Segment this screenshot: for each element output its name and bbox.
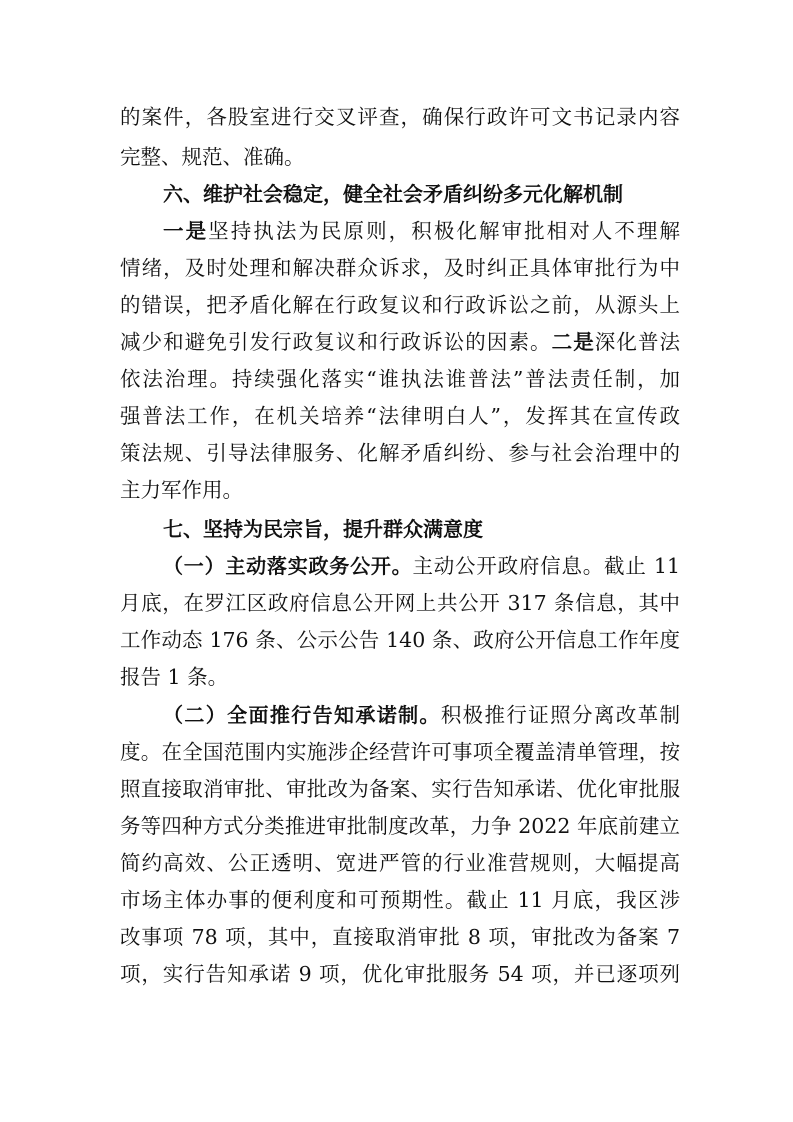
- body-text-line: 月底，在罗江区政府信息公开网上共公开 317 条信息，其中: [120, 591, 680, 615]
- body-text-line: 改事项 78 项，其中，直接取消审批 8 项，审批改为备案 7: [120, 925, 680, 949]
- subsection-heading: （二）全面推行告知承诺制。: [163, 703, 441, 727]
- body-text-line: 照直接取消审批、审批改为备案、实行告知承诺、优化审批服: [120, 777, 680, 801]
- section-heading-7: 七、坚持为民宗旨，提升群众满意度: [163, 517, 483, 541]
- body-text-line: [163, 698, 680, 732]
- body-text-line: 策法规、引导法律服务、化解矛盾纠纷、参与社会治理中的: [120, 441, 680, 465]
- body-text-line: 务等四种方式分类推进审批制度改革，力争 2022 年底前建立: [120, 814, 680, 838]
- body-text-line: 市场主体办事的便利度和可预期性。截止 11 月底，我区涉: [120, 888, 680, 912]
- body-text-line: 的案件，各股室进行交叉评查，确保行政许可文书记录内容: [120, 105, 680, 129]
- body-text-line: [163, 549, 680, 583]
- body-text-line: 强普法工作，在机关培养“法律明白人”，发挥其在宣传政: [120, 404, 680, 428]
- body-text-line: 工作动态 176 条、公示公告 140 条、政府公开信息工作年度: [120, 628, 680, 652]
- emphasis-label: 一是: [163, 219, 209, 243]
- body-text-line: 项，实行告知承诺 9 项，优化审批服务 54 项，并已逐项列: [120, 962, 680, 986]
- body-text-line: 报告 1 条。: [120, 665, 229, 689]
- body-text: 减少和避免引发行政复议和行政诉讼的因素。: [120, 330, 552, 354]
- body-text-line: 的错误，把矛盾化解在行政复议和行政诉讼之前，从源头上: [120, 293, 680, 317]
- body-text: 坚持执法为民原则，积极化解审批相对人不理解: [208, 219, 681, 243]
- body-text-line: 度。在全国范围内实施涉企经营许可事项全覆盖清单管理，按: [120, 740, 680, 764]
- body-text-line: [120, 325, 680, 359]
- emphasis-label: 二是: [551, 330, 595, 354]
- body-text-line: 简约高效、公正透明、宽进严管的行业准营规则，大幅提高: [120, 851, 680, 875]
- body-text-line: 依法治理。持续强化落实“谁执法谁普法”普法责任制，加: [120, 367, 680, 391]
- body-text: 深化普法: [594, 330, 681, 354]
- body-text-line: 主力军作用。: [120, 478, 243, 502]
- body-text-line: [163, 214, 680, 248]
- body-text: 积极推行证照分离改革制: [440, 703, 681, 727]
- body-text-line: 情绪，及时处理和解决群众诉求，及时纠正具体审批行为中: [120, 256, 680, 280]
- body-text: 主动公开政府信息。截止 11: [412, 554, 680, 578]
- subsection-heading: （一）主动落实政务公开。: [163, 554, 413, 578]
- section-heading-6: 六、维护社会稳定，健全社会矛盾纠纷多元化解机制: [163, 182, 623, 206]
- body-text-line: 完整、规范、准确。: [120, 145, 305, 169]
